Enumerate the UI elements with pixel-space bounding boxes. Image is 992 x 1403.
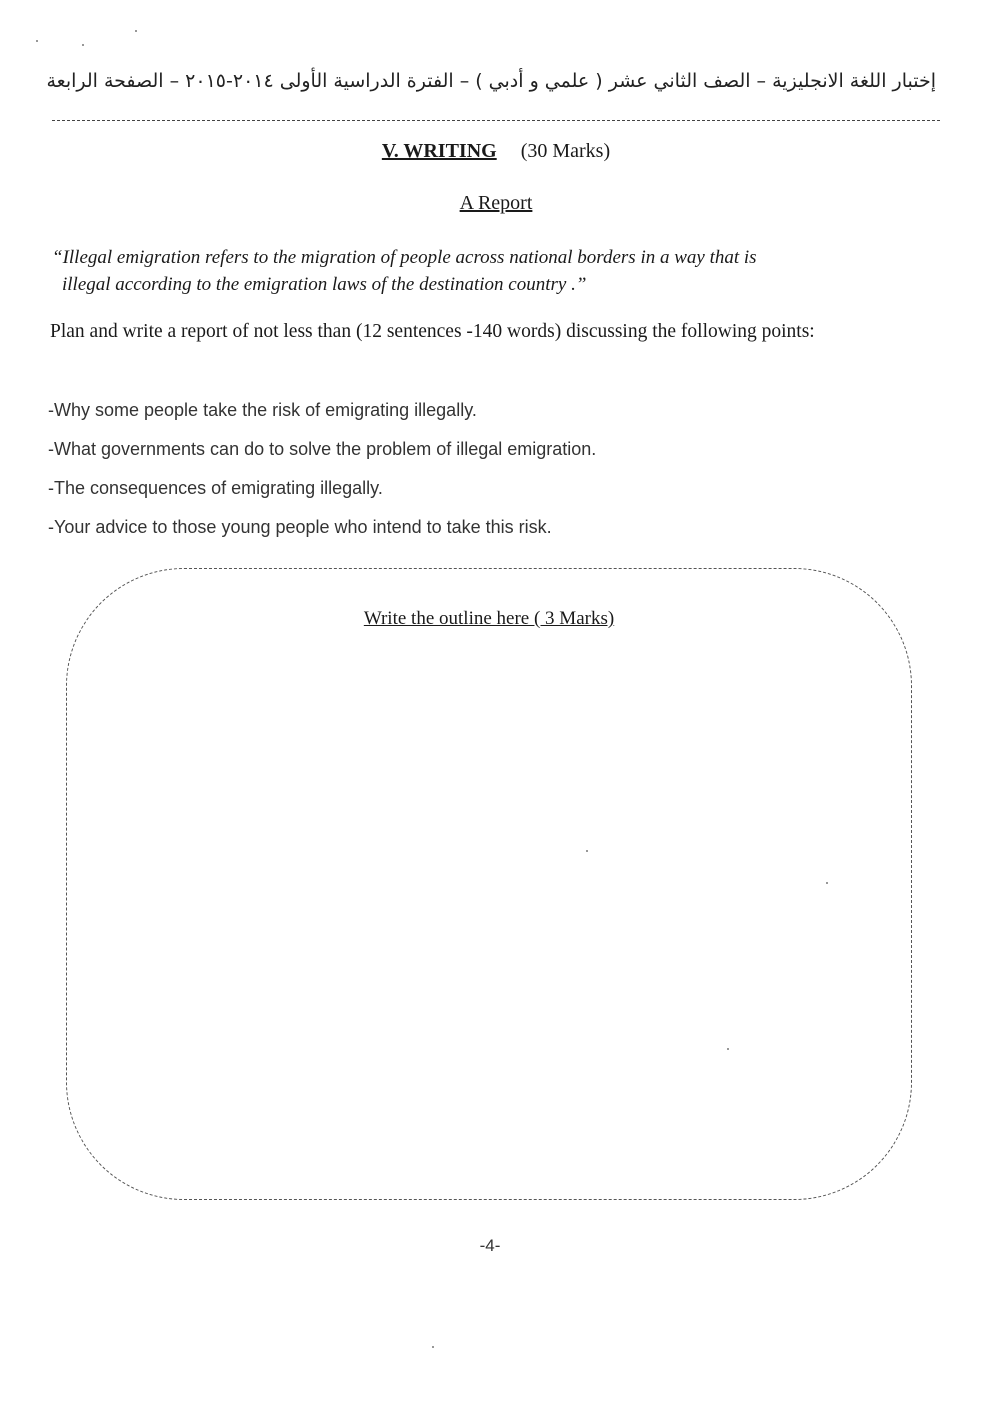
task-instruction: Plan and write a report of not less than (12 sentences -140 words) discussing the following points: — [50, 321, 815, 342]
scan-speck — [135, 30, 137, 32]
scan-speck — [826, 882, 828, 884]
scan-speck — [432, 1346, 434, 1348]
section-heading — [0, 140, 992, 163]
outline-answer-box[interactable] — [66, 568, 912, 1200]
exam-header: إختبار اللغة الانجليزية – الصف الثاني عشر ( علمي و أدبي ) – الفترة الدراسية الأولى ٢٠١٤-٢٠١٥ – الصفحة الرابعة — [46, 70, 936, 92]
discussion-points — [48, 398, 928, 554]
section-marks: (30 Marks) — [520, 140, 611, 162]
quote-line-2: illegal according to the emigration laws of the destination country .” — [62, 274, 587, 295]
scan-speck — [82, 44, 84, 46]
page-number: -4- — [479, 1236, 501, 1255]
quote-line-1: “Illegal emigration refers to the migration of people across national borders in a way that is — [52, 247, 757, 268]
list-item: -What governments can do to solve the problem of illegal emigration. — [48, 439, 597, 459]
report-subtitle: A Report — [459, 192, 533, 214]
list-item: -The consequences of emigrating illegally. — [48, 478, 383, 498]
list-item: -Your advice to those young people who intend to take this risk. — [48, 517, 552, 537]
scan-speck — [36, 40, 38, 42]
list-item: -Why some people take the risk of emigrating illegally. — [48, 400, 477, 420]
definition-quote — [52, 244, 912, 298]
outline-box-title: Write the outline here ( 3 Marks) — [363, 608, 615, 629]
section-title: V. WRITING — [381, 140, 497, 162]
header-divider — [52, 120, 940, 121]
scan-speck — [727, 1048, 729, 1050]
scan-speck — [586, 850, 588, 852]
